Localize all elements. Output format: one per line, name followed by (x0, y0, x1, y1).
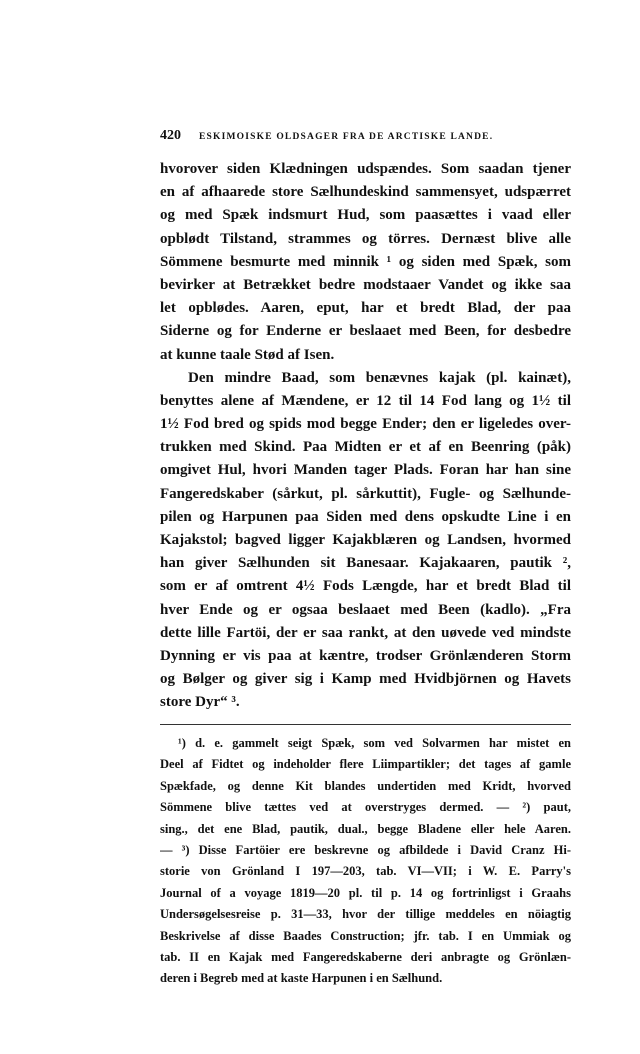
footnote-line: tab. II en Kajak med Fangeredskaberne deri anbragte og Grönlæn- (160, 949, 571, 964)
text-line: Fangeredskaber (sårkut, pl. sårkuttit), Fugle- og Sælhunde- (160, 485, 571, 502)
text-line: en af afhaarede store Sælhundeskind sammensyet, udspærret (160, 184, 571, 201)
text-line: at kunne taale Stød af Isen. (160, 346, 335, 363)
text-line: store Dyr“ ³. (160, 694, 240, 711)
main-text (160, 158, 571, 715)
running-head (160, 128, 580, 144)
text-line: opblødt Tilstand, strammes og törres. Dernæst blive alle (160, 230, 571, 247)
text-line: Kajakstol; bagved ligger Kajakblæren og Landsen, hvormed (160, 532, 571, 548)
footnote-line: Spækfade, og denne Kit blandes undertiden med Kridt, hvorved (160, 778, 571, 793)
text-line: han giver Sælhunden sit Banesaar. Kajakaaren, pautik ², (160, 555, 571, 572)
text-line: 1½ Fod bred og spids mod begge Ender; den er ligeledes over- (160, 416, 571, 433)
running-title: ESKIMOISKE OLDSAGER FRA DE ARCTISKE LANDE. (199, 132, 494, 142)
footnotes (160, 733, 571, 990)
text-line: benyttes alene af Mændene, er 12 til 14 Fod lang og 1½ til (160, 392, 571, 409)
footnote-line: ¹) d. e. gammelt seigt Spæk, som ved Solvarmen har mistet en (178, 736, 571, 750)
text-line: bevirker at Betrækket bedre modstaaer Vandet og ikke saa (160, 276, 571, 293)
footnote-line: storie von Grönland I 197—203, tab. VI—VII; i W. E. Parry's (160, 864, 571, 879)
text-line: og med Spæk indsmurt Hud, som paasættes i vaad eller (160, 207, 571, 224)
text-line: og Bølger og giver sig i Kamp med Hvidbjörnen og Havets (160, 671, 571, 688)
text-line: Den mindre Baad, som benævnes kajak (pl. kainæt), (188, 369, 571, 386)
text-line: Dynning er vis paa at kæntre, trodser Grönlænderen Storm (160, 647, 571, 664)
footnote-line: sing., det ene Blad, pautik, dual., begge Bladene eller hele Aaren. (160, 821, 571, 836)
text-line: Sömmene besmurte med minnik ¹ og siden med Spæk, som (160, 253, 571, 270)
text-line: omgivet Hul, hvori Manden tager Plads. Foran har han sine (160, 462, 571, 479)
footnote-line: Journal of a voyage 1819—20 pl. til p. 14 og fortrinligst i Graahs (160, 885, 571, 900)
text-line: dette lille Fartöi, der er saa rankt, at den uøvede ved mindste (160, 624, 571, 641)
footnote-line: — ³) Disse Fartöier ere beskrevne og afbildede i David Cranz Hi- (160, 842, 571, 857)
text-line: Siderne og for Enderne er beslaaet med Been, for desbedre (160, 323, 571, 340)
text-line: hver Ende og er ogsaa beslaaet med Been (kadlo). „Fra (160, 601, 571, 618)
footnote-line: Deel af Fidtet og indeholder flere Liimpartikler; det tages af gamle (160, 757, 571, 772)
text-line: let opblødes. Aaren, eput, har et bredt Blad, der paa (160, 300, 571, 317)
text-line: trukken med Skind. Paa Midten er et af en Beenring (påk) (160, 439, 571, 456)
text-line: som er af omtrent 4½ Fods Længde, har et bredt Blad til (160, 578, 571, 595)
footnote-line: Undersøgelsesreise p. 31—33, hvor der tillige meddeles en nöiagtig (160, 907, 571, 922)
page-number: 420 (160, 128, 181, 143)
footnote-line: Sömmene blive tættes ved at overstryges dermed. — ²) paut, (160, 800, 571, 815)
text-line: hvorover siden Klædningen udspændes. Som saadan tjener (160, 161, 571, 177)
text-line: pilen og Harpunen paa Siden med dens opskudte Line i en (160, 508, 571, 525)
footnote-line: Beskrivelse af disse Baades Construction; jfr. tab. I en Ummiak og (160, 928, 571, 943)
footnote-line: deren i Begreb med at kaste Harpunen i en Sælhund. (160, 971, 443, 986)
footnote-divider (160, 724, 571, 725)
